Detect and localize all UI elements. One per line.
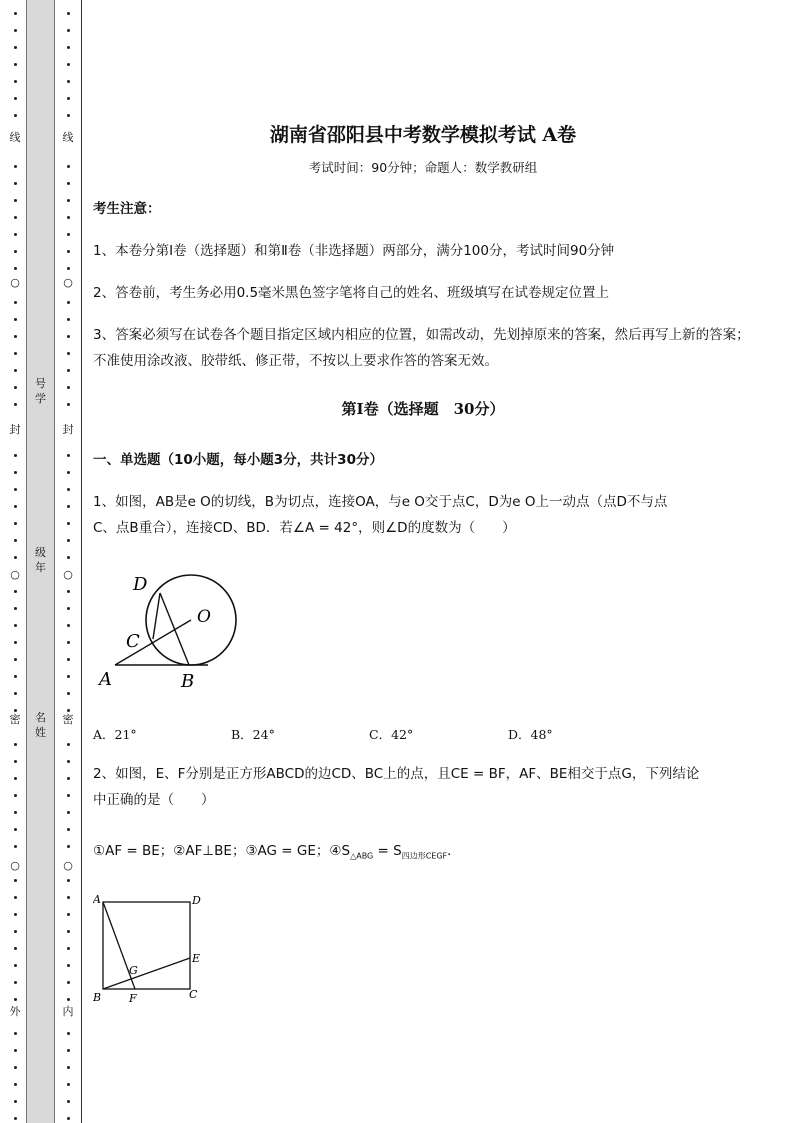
seal-dot <box>14 522 17 525</box>
question-1-line2: C、点B重合），连接CD、BD．若∠A = 42°，则∠D的度数为（ ） <box>93 520 516 536</box>
seal-marker: 线 <box>62 131 74 144</box>
seal-dot <box>14 692 17 695</box>
seal-dot <box>14 46 17 49</box>
seal-dot <box>14 1117 17 1120</box>
question-2-line1: 2、如图，E、F分别是正方形ABCD的边CD、BC上的点，且CE = BF，AF、BE相交于点G，下列结论 <box>93 766 700 782</box>
seal-dot <box>67 12 70 15</box>
seal-dot <box>67 794 70 797</box>
seal-dot <box>14 182 17 185</box>
seal-dot <box>14 1066 17 1069</box>
seal-dot <box>14 777 17 780</box>
question-2-figure <box>93 890 223 1010</box>
seal-dot <box>67 556 70 559</box>
seal-marker: ○ <box>10 568 20 581</box>
seal-dot <box>67 624 70 627</box>
seal-marker: ○ <box>10 276 20 289</box>
seal-dot <box>67 607 70 610</box>
seal-dot <box>67 743 70 746</box>
seal-dot <box>67 46 70 49</box>
subscript-abg: △ABG <box>350 851 374 861</box>
seal-dot <box>67 913 70 916</box>
margin-divider <box>81 0 82 1123</box>
end-mark: ． <box>447 843 461 859</box>
seal-marker: 内 <box>62 1005 74 1018</box>
notice-heading: 考生注意： <box>93 201 161 217</box>
seal-dot <box>67 879 70 882</box>
seal-dot <box>14 709 17 712</box>
option-c: C．42° <box>369 727 414 742</box>
label-a: A <box>99 669 112 690</box>
square-abcd <box>103 902 190 989</box>
statements-text: ①AF = BE；②AF⊥BE；③AG = GE；④S <box>93 843 351 859</box>
seal-marker: 线 <box>9 131 21 144</box>
seal-dot <box>14 556 17 559</box>
seal-dot <box>67 811 70 814</box>
seal-dot <box>14 1049 17 1052</box>
seal-dot <box>14 199 17 202</box>
seal-dot <box>67 845 70 848</box>
seal-dot <box>67 964 70 967</box>
seal-dot <box>14 114 17 117</box>
seal-dot <box>14 743 17 746</box>
question-2-line2: 中正确的是（ ） <box>93 792 215 808</box>
seal-marker: ○ <box>63 276 73 289</box>
seal-dot <box>14 658 17 661</box>
seal-marker: 密 <box>9 713 21 726</box>
label-f: F <box>129 992 137 1005</box>
seal-dot <box>14 998 17 1001</box>
outer-seal-line <box>10 0 22 1123</box>
seal-dot <box>14 811 17 814</box>
question-1-line1: 1、如图，AB是e O的切线，B为切点，连接OA，与e O交于点C，D为e O上一动点（点D不与点 <box>93 494 668 510</box>
label-d: D <box>133 574 148 595</box>
option-d: D．48° <box>508 727 553 742</box>
seal-dot <box>14 488 17 491</box>
label-c: C <box>126 631 140 652</box>
seal-dot <box>67 233 70 236</box>
seal-dot <box>14 63 17 66</box>
label-b: B <box>181 671 195 692</box>
seal-dot <box>14 913 17 916</box>
subscript-quad: 四边形CEGF <box>401 851 448 861</box>
seal-dot <box>67 709 70 712</box>
seal-dot <box>14 624 17 627</box>
seal-dot <box>14 930 17 933</box>
seal-dot <box>67 335 70 338</box>
seal-dot <box>67 250 70 253</box>
seal-dot <box>14 12 17 15</box>
seal-dot <box>67 471 70 474</box>
seal-dot <box>14 505 17 508</box>
strip-label-name: 名 姓 <box>35 711 46 739</box>
seal-marker: 外 <box>9 1005 21 1018</box>
seal-dot <box>67 114 70 117</box>
seal-dot <box>67 760 70 763</box>
seal-dot <box>67 369 70 372</box>
seal-dot <box>67 522 70 525</box>
seal-dot <box>67 199 70 202</box>
seal-dot <box>14 454 17 457</box>
seal-dot <box>14 386 17 389</box>
page-title: 湖南省邵阳县中考数学模拟考试 A卷 <box>269 124 577 146</box>
seal-dot <box>14 828 17 831</box>
seal-dot <box>67 80 70 83</box>
seal-dot <box>14 165 17 168</box>
notice-item: 2、答卷前，考生务必用0.5毫米黑色签字笔将自己的姓名、班级填写在试卷规定位置上 <box>93 285 610 301</box>
seal-dot <box>67 216 70 219</box>
seal-dot <box>67 896 70 899</box>
seal-dot <box>14 760 17 763</box>
seal-dot <box>67 63 70 66</box>
student-info-strip <box>26 0 55 1123</box>
seal-dot <box>14 539 17 542</box>
seal-dot <box>67 403 70 406</box>
question-2-statements <box>93 838 753 870</box>
seal-dot <box>67 675 70 678</box>
seal-dot <box>67 29 70 32</box>
option-b: B．24° <box>231 727 275 742</box>
notice-item: 1、本卷分第Ⅰ卷（选择题）和第Ⅱ卷（非选择题）两部分，满分100分，考试时间90分钟 <box>93 243 615 259</box>
seal-dot <box>14 233 17 236</box>
seal-dot <box>14 250 17 253</box>
label-d: D <box>192 894 201 907</box>
seal-dot <box>67 641 70 644</box>
seal-dot <box>67 539 70 542</box>
seal-dot <box>14 964 17 967</box>
seal-dot <box>67 998 70 1001</box>
seal-dot <box>14 1083 17 1086</box>
exam-subtitle: 考试时间：90分钟；命题人：数学教研组 <box>308 160 538 175</box>
seal-dot <box>14 369 17 372</box>
seal-dot <box>67 505 70 508</box>
seal-dot <box>14 318 17 321</box>
strip-label-number: 号 学 <box>35 377 46 405</box>
label-b: B <box>93 991 102 1004</box>
seal-dot <box>67 828 70 831</box>
seal-dot <box>14 403 17 406</box>
seal-dot <box>14 641 17 644</box>
seal-dot <box>67 1117 70 1120</box>
strip-label-grade: 级 年 <box>35 546 46 574</box>
seal-dot <box>14 1032 17 1035</box>
segment-be <box>103 958 190 989</box>
seal-dot <box>14 352 17 355</box>
seal-marker: ○ <box>10 859 20 872</box>
seal-marker: 密 <box>62 713 74 726</box>
option-a: A．21° <box>93 727 137 742</box>
seal-dot <box>67 267 70 270</box>
label-o: O <box>197 607 211 627</box>
seal-marker: ○ <box>63 568 73 581</box>
seal-dot <box>67 981 70 984</box>
question-1-figure <box>93 565 253 695</box>
seal-dot <box>14 216 17 219</box>
seal-marker: ○ <box>63 859 73 872</box>
seal-dot <box>67 182 70 185</box>
equals-text: = S <box>373 843 402 859</box>
seal-marker: 封 <box>9 423 21 436</box>
seal-dot <box>67 590 70 593</box>
seal-dot <box>67 1032 70 1035</box>
seal-dot <box>14 896 17 899</box>
section-title: 第Ⅰ卷（选择题 30分） <box>341 400 505 418</box>
seal-dot <box>14 947 17 950</box>
seal-dot <box>14 97 17 100</box>
seal-dot <box>14 335 17 338</box>
seal-dot <box>14 607 17 610</box>
seal-dot <box>67 947 70 950</box>
seal-dot <box>14 675 17 678</box>
label-a: A <box>93 893 101 906</box>
seal-dot <box>14 471 17 474</box>
seal-dot <box>67 165 70 168</box>
label-c: C <box>189 988 198 1001</box>
seal-dot <box>67 97 70 100</box>
segment-dc <box>153 593 160 639</box>
seal-dot <box>67 318 70 321</box>
seal-marker: 封 <box>62 423 74 436</box>
seal-dot <box>67 658 70 661</box>
seal-dot <box>67 454 70 457</box>
seal-dot <box>14 267 17 270</box>
segment-db <box>160 593 189 665</box>
seal-dot <box>67 1083 70 1086</box>
seal-dot <box>67 301 70 304</box>
seal-dot <box>14 80 17 83</box>
part-heading: 一、单选题（10小题，每小题3分，共计30分） <box>93 452 383 468</box>
notice-item: 3、答案必须写在试卷各个题目指定区域内相应的位置，如需改动，先划掉原来的答案，然后再写上新的答案；不准使用涂改液、胶带纸、修正带，不按以上要求作答的答案无效。 <box>93 327 750 369</box>
seal-dot <box>67 488 70 491</box>
label-g: G <box>129 964 138 977</box>
seal-dot <box>67 930 70 933</box>
seal-dot <box>67 352 70 355</box>
label-e: E <box>192 952 201 965</box>
seal-dot <box>67 692 70 695</box>
seal-dot <box>14 29 17 32</box>
seal-dot <box>14 590 17 593</box>
seal-dot <box>67 1066 70 1069</box>
seal-dot <box>14 845 17 848</box>
seal-dot <box>67 777 70 780</box>
inner-seal-line <box>63 0 75 1123</box>
seal-dot <box>14 879 17 882</box>
seal-dot <box>67 386 70 389</box>
seal-dot <box>14 1100 17 1103</box>
seal-dot <box>67 1049 70 1052</box>
seal-dot <box>14 981 17 984</box>
seal-dot <box>14 301 17 304</box>
seal-dot <box>14 794 17 797</box>
seal-dot <box>67 1100 70 1103</box>
